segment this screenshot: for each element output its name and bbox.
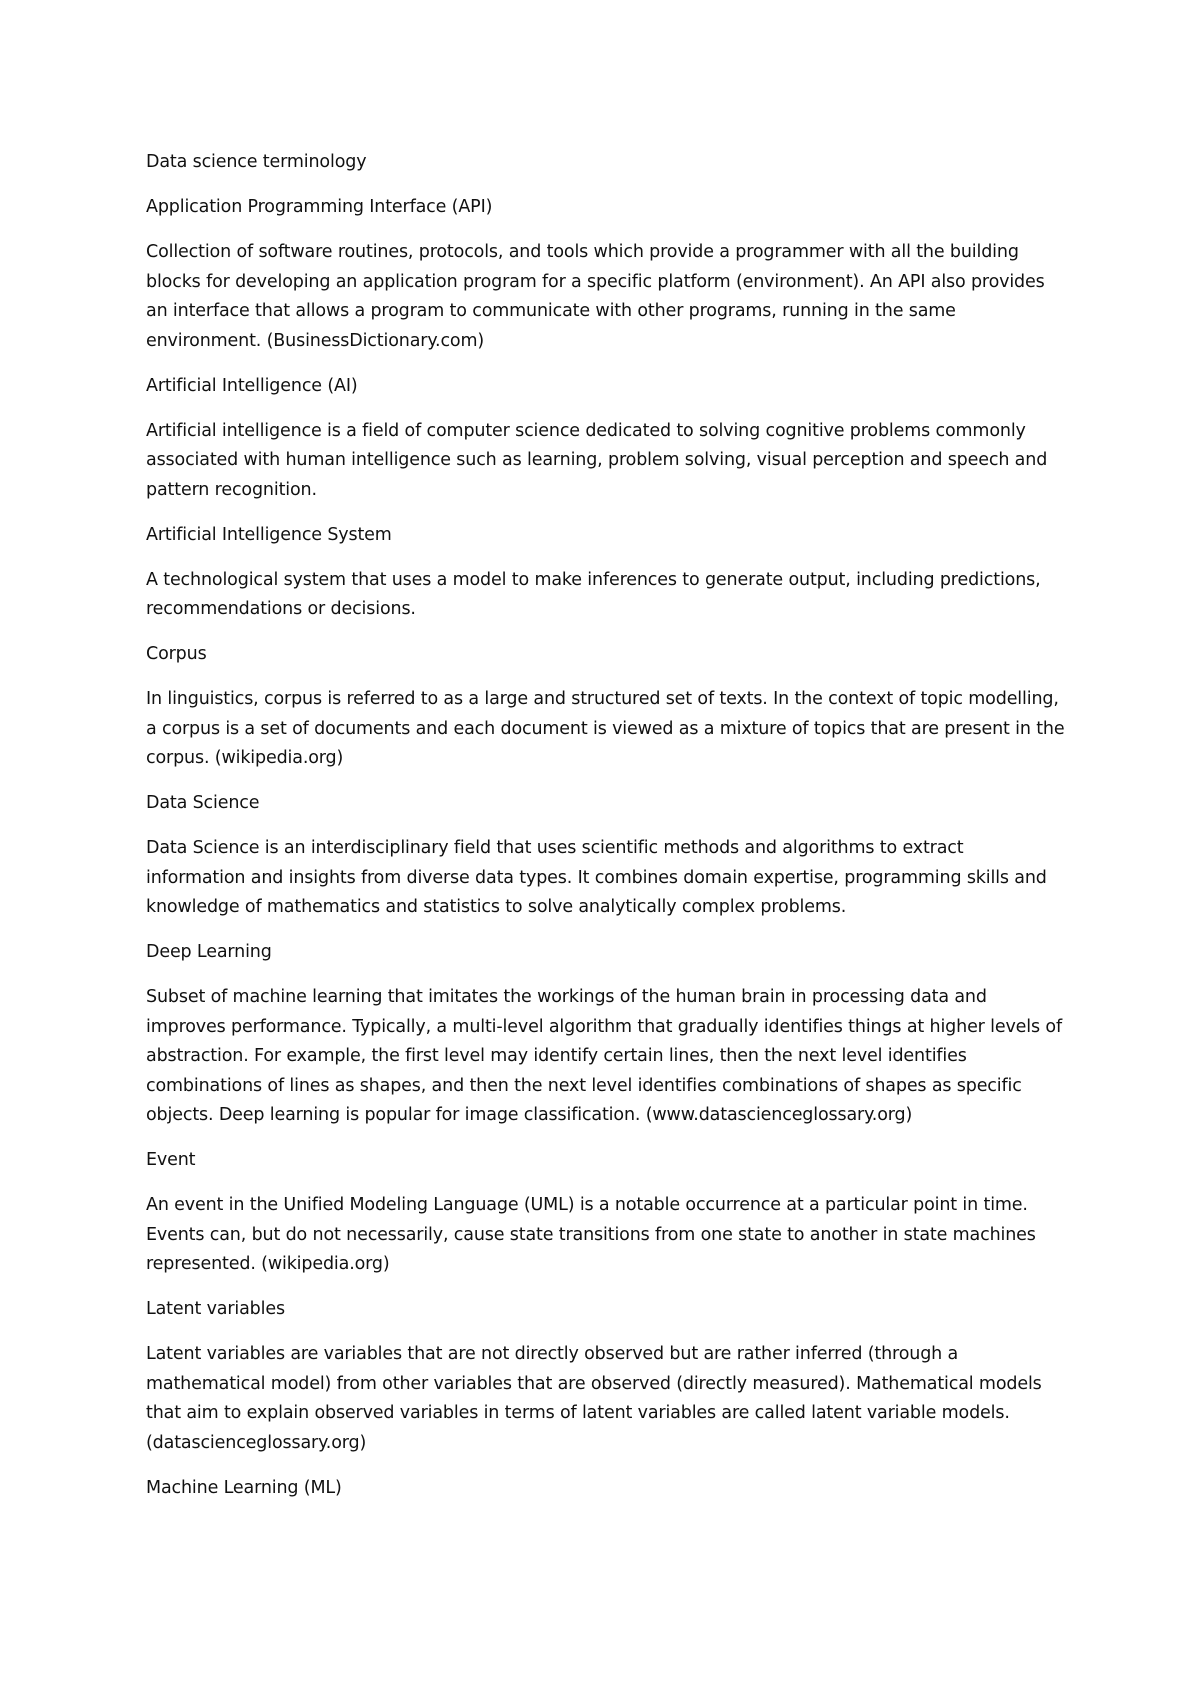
definition-latent-variables: Latent variables are variables that are not directly observed but are rather inferred (through a mathematical model) from other variables that are observed (directly measured). Mathematical models that aim to explain observed variables in terms of latent variables are called latent variable models. (datascienceglossary.org) bbox=[146, 1344, 1042, 1453]
definition-corpus: In linguistics, corpus is referred to as a large and structured set of texts. In the context of topic modelling, a corpus is a set of documents and each document is viewed as a mixture of topics that are present in the corpus. (wikipedia.org) bbox=[146, 689, 1065, 768]
term-latent-variables: Latent variables bbox=[146, 1299, 285, 1319]
term-ai-system: Artificial Intelligence System bbox=[146, 524, 392, 545]
term-machine-learning: Machine Learning (ML) bbox=[146, 1477, 342, 1498]
definition-deep-learning: Subset of machine learning that imitates the workings of the human brain in processing data and improves performance. Typically, a multi-level algorithm that gradually identifies things at higher levels of abstraction. For example, the first level may identify certain lines, then the next level identifies combinations of lines as shapes, and then the next level identifies combinations of shapes as specific objects. Deep learning is popular for image classification. (www.datascienceglossary.org) bbox=[146, 987, 1062, 1125]
definition-api: Collection of software routines, protocols, and tools which provide a programmer with all the building blocks for developing an application program for a specific platform (environment). An API also provides an interface that allows a program to communicate with other programs, running in the same environment. (BusinessDictionary.com) bbox=[146, 242, 1045, 351]
definition-ai: Artificial intelligence is a field of computer science dedicated to solving cognitive problems commonly associated with human intelligence such as learning, problem solving, visual perception and speech and pattern recognition. bbox=[146, 420, 1048, 500]
term-event: Event bbox=[146, 1150, 196, 1170]
term-corpus: Corpus bbox=[146, 644, 207, 664]
term-api: Application Programming Interface (API) bbox=[146, 197, 493, 217]
term-deep-learning: Deep Learning bbox=[146, 942, 272, 962]
term-data-science: Data Science bbox=[146, 793, 260, 813]
term-ai: Artificial Intelligence (AI) bbox=[146, 375, 358, 396]
definition-ai-system: A technological system that uses a model to make inferences to generate output, including predictions, recommendations or decisions. bbox=[146, 569, 1041, 619]
definition-event: An event in the Unified Modeling Language (UML) is a notable occurrence at a particular point in time. Events can, but do not necessarily, cause state transitions from one state to another in state machines represented. (wikipedia.org) bbox=[146, 1195, 1036, 1274]
document-title: Data science terminology bbox=[146, 152, 367, 172]
document-page bbox=[146, 148, 1066, 1519]
definition-data-science: Data Science is an interdisciplinary field that uses scientific methods and algorithms to extract information and insights from diverse data types. It combines domain expertise, programming skills and knowledge of mathematics and statistics to solve analytically complex problems. bbox=[146, 838, 1047, 917]
